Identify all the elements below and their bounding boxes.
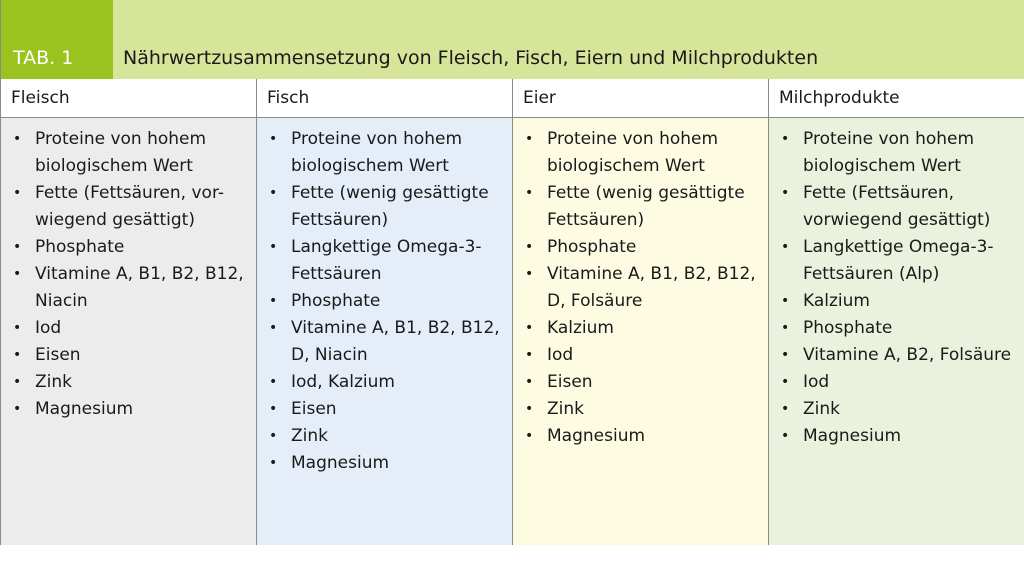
list-item-text: Vitamine A, B1, B2, B12, D, Niacin: [291, 318, 500, 365]
bullet-icon: •: [269, 428, 278, 444]
list-item: [267, 369, 502, 396]
list-item-text: Vitamine A, B2, Folsäure: [803, 345, 1012, 365]
bullet-icon: •: [781, 293, 790, 309]
list-item: [267, 234, 502, 288]
bullet-icon: •: [269, 374, 278, 390]
bullet-icon: •: [269, 239, 278, 255]
bullet-icon: •: [781, 428, 790, 444]
list-item-text: Iod: [35, 318, 62, 338]
bullet-icon: •: [269, 185, 278, 201]
bullet-icon: •: [781, 320, 790, 336]
list-item: [267, 288, 502, 315]
list-item: [779, 396, 1015, 423]
list-item: [779, 126, 1015, 180]
bullet-icon: •: [525, 320, 534, 336]
bullet-icon: •: [13, 320, 22, 336]
bullet-icon: •: [781, 347, 790, 363]
list-item: [267, 423, 502, 450]
list-item-text: Zink: [35, 372, 72, 392]
bullet-icon: •: [525, 428, 534, 444]
list-item: [11, 180, 246, 234]
list-item-text: Zink: [803, 399, 840, 419]
list-item-text: Magnesium: [547, 426, 646, 446]
list-item-text: Vitamine A, B1, B2, B12, D, Folsäure: [547, 264, 756, 311]
list-item: [267, 180, 502, 234]
list-item-text: Magnesium: [35, 399, 134, 419]
bullet-icon: •: [13, 347, 22, 363]
bullet-icon: •: [781, 401, 790, 417]
list-item-text: Iod, Kalzium: [291, 372, 395, 392]
bullet-icon: •: [269, 131, 278, 147]
bullet-icon: •: [525, 131, 534, 147]
nutrient-list: [267, 126, 502, 477]
list-item: [523, 369, 758, 396]
nutrient-list: [11, 126, 246, 423]
list-item: [267, 315, 502, 369]
list-item-text: Proteine von hohem biologischem Wert: [291, 129, 463, 176]
list-item-text: Eisen: [547, 372, 593, 392]
list-item: [523, 423, 758, 450]
list-item: [11, 234, 246, 261]
list-item: [267, 126, 502, 180]
bullet-icon: •: [13, 401, 22, 417]
bullet-icon: •: [781, 239, 790, 255]
list-item-text: Magnesium: [291, 453, 390, 473]
list-item: [523, 342, 758, 369]
list-item: [779, 315, 1015, 342]
list-item-text: Eisen: [291, 399, 337, 419]
list-item: [779, 180, 1015, 234]
list-item-text: Fette (Fettsäuren, vorwiegend gesättigt): [803, 183, 991, 230]
bullet-icon: •: [781, 374, 790, 390]
list-item-text: Zink: [291, 426, 328, 446]
bullet-icon: •: [269, 401, 278, 417]
bullet-icon: •: [13, 185, 22, 201]
bullet-icon: •: [781, 185, 790, 201]
list-item-text: Fette (wenig gesättigte Fettsäuren): [291, 183, 489, 230]
list-item-text: Proteine von hohem biologischem Wert: [547, 129, 719, 176]
list-item-text: Kalzium: [547, 318, 614, 338]
list-item: [11, 315, 246, 342]
table-body-row: [1, 118, 1024, 545]
list-item: [11, 261, 246, 315]
list-item-text: Phosphate: [291, 291, 381, 311]
list-item-text: Iod: [547, 345, 574, 365]
bullet-icon: •: [525, 374, 534, 390]
bullet-icon: •: [525, 239, 534, 255]
list-item-text: Iod: [803, 372, 830, 392]
column-milchprodukte: [769, 118, 1024, 545]
column-header-eier: Eier: [513, 79, 769, 117]
list-item: [779, 288, 1015, 315]
list-item-text: Proteine von hohem biologischem Wert: [35, 129, 207, 176]
list-item-text: Vitamine A, B1, B2, B12, Niacin: [35, 264, 244, 311]
list-item-text: Eisen: [35, 345, 81, 365]
list-item-text: Langkettige Omega-3-Fettsäuren: [291, 237, 482, 284]
list-item: [523, 261, 758, 315]
list-item: [267, 396, 502, 423]
table-title: Nährwertzusammensetzung von Fleisch, Fisch, Eiern und Milchprodukten: [113, 0, 1024, 79]
bullet-icon: •: [525, 266, 534, 282]
list-item: [267, 450, 502, 477]
list-item-text: Kalzium: [803, 291, 870, 311]
list-item: [11, 369, 246, 396]
list-item: [11, 396, 246, 423]
list-item-text: Magnesium: [803, 426, 902, 446]
list-item: [11, 126, 246, 180]
bullet-icon: •: [269, 293, 278, 309]
list-item-text: Fette (wenig gesättigte Fettsäuren): [547, 183, 745, 230]
list-item-text: Zink: [547, 399, 584, 419]
list-item: [523, 315, 758, 342]
list-item-text: Proteine von hohem biologischem Wert: [803, 129, 975, 176]
bullet-icon: •: [13, 266, 22, 282]
table-number-label: TAB. 1: [1, 0, 113, 79]
list-item: [779, 342, 1015, 369]
nutrient-list: [523, 126, 758, 450]
column-fleisch: [1, 118, 257, 545]
list-item-text: Phosphate: [35, 237, 125, 257]
list-item-text: Fette (Fettsäuren, vor-wiegend gesättigt): [35, 183, 224, 230]
list-item: [523, 126, 758, 180]
bullet-icon: •: [525, 185, 534, 201]
bullet-icon: •: [13, 239, 22, 255]
column-header-fisch: Fisch: [257, 79, 513, 117]
table-title-bar: [1, 0, 1024, 79]
list-item: [779, 369, 1015, 396]
column-header-milchprodukte: Milchprodukte: [779, 88, 900, 108]
bullet-icon: •: [269, 320, 278, 336]
list-item: [523, 396, 758, 423]
list-item: [523, 234, 758, 261]
list-item: [523, 180, 758, 234]
nutrient-list: [779, 126, 1015, 450]
bullet-icon: •: [781, 131, 790, 147]
list-item-text: Phosphate: [547, 237, 637, 257]
bullet-icon: •: [269, 455, 278, 471]
list-item-text: Langkettige Omega-3-Fettsäuren (Alp): [803, 237, 994, 284]
column-eier: [513, 118, 769, 545]
column-header-fleisch: Fleisch: [1, 79, 257, 117]
bullet-icon: •: [13, 374, 22, 390]
list-item: [11, 342, 246, 369]
list-item: [779, 234, 1015, 288]
bullet-icon: •: [13, 131, 22, 147]
column-fisch: [257, 118, 513, 545]
bullet-icon: •: [525, 401, 534, 417]
list-item-text: Phosphate: [803, 318, 893, 338]
table-header-row: [1, 79, 1024, 118]
list-item: [779, 423, 1015, 450]
bullet-icon: •: [525, 347, 534, 363]
